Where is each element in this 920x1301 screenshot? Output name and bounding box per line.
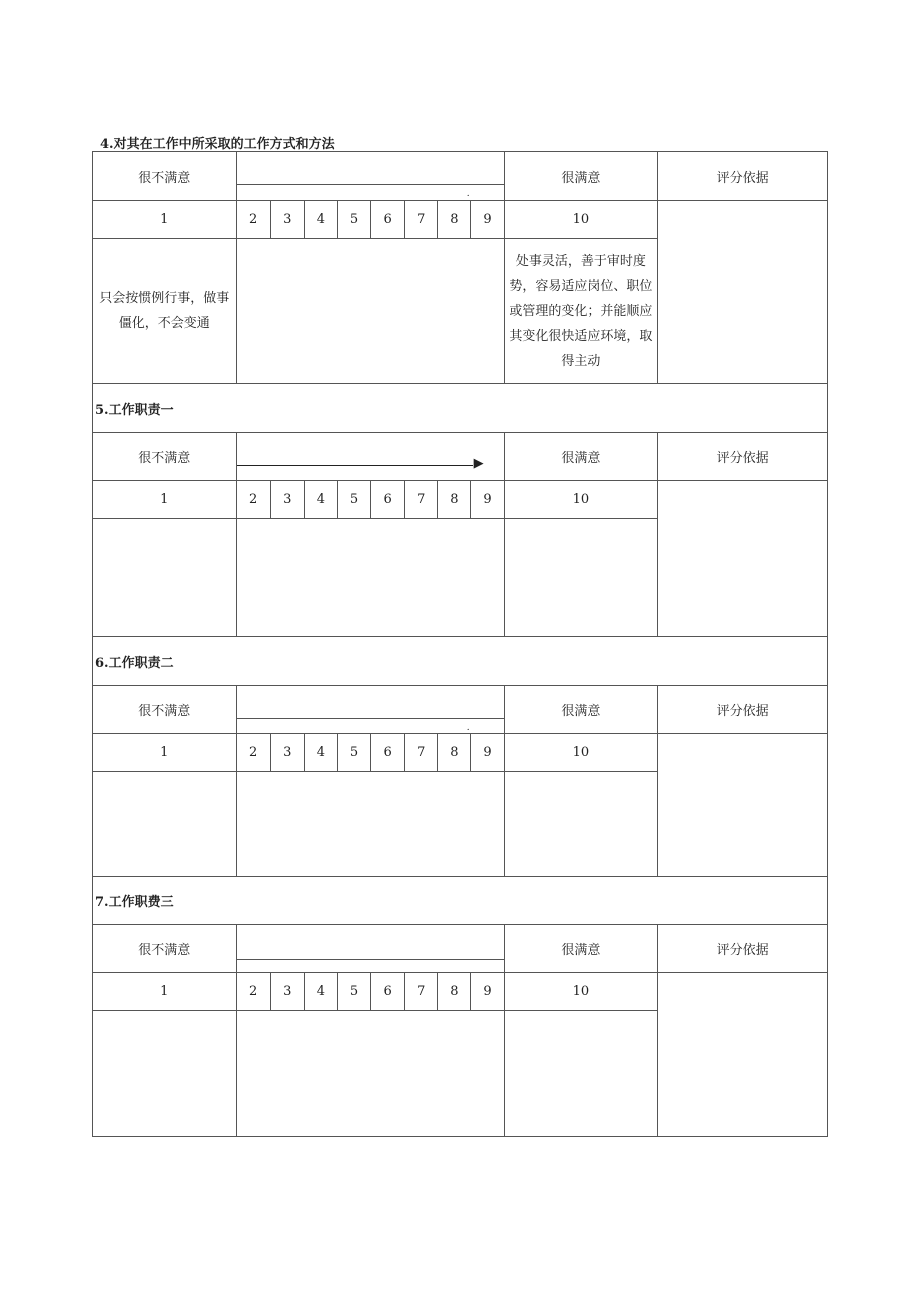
section-6-table xyxy=(92,636,828,877)
low-description[interactable] xyxy=(93,1011,237,1137)
score-3[interactable]: 3 xyxy=(270,481,304,519)
score-4[interactable]: 4 xyxy=(304,481,337,519)
score-9[interactable]: 9 xyxy=(471,734,504,772)
score-5[interactable]: 5 xyxy=(337,734,370,772)
score-4[interactable]: 4 xyxy=(304,201,337,239)
basis-label: 评分依据 xyxy=(658,686,828,734)
basis-label: 评分依据 xyxy=(658,925,828,973)
high-label: 很满意 xyxy=(504,686,658,734)
high-description: 处事灵活，善于审时度势，容易适应岗位、职位或管理的变化；并能顺应其变化很快适应环境，取得主动 xyxy=(504,239,658,384)
score-6[interactable]: 6 xyxy=(371,734,405,772)
rating-scale xyxy=(236,686,504,734)
rating-scale xyxy=(236,925,504,973)
high-description[interactable] xyxy=(504,1011,658,1137)
middle-description xyxy=(236,239,504,384)
low-label: 很不满意 xyxy=(93,433,237,481)
score-2[interactable]: 2 xyxy=(236,973,270,1011)
basis-label: 评分依据 xyxy=(658,152,828,201)
score-5[interactable]: 5 xyxy=(337,973,370,1011)
arrow-icon: ▶ xyxy=(473,456,484,471)
high-description[interactable] xyxy=(504,772,658,877)
section-4-title: 4.对其在工作中所采取的工作方式和方法 xyxy=(100,137,335,152)
high-description[interactable] xyxy=(504,519,658,637)
low-label: 很不满意 xyxy=(93,686,237,734)
high-label: 很满意 xyxy=(504,925,658,973)
basis-input[interactable] xyxy=(658,201,828,384)
section-5-title: 5.工作职责一 xyxy=(93,384,828,433)
score-2[interactable]: 2 xyxy=(236,201,270,239)
rating-scale xyxy=(236,433,504,481)
score-10[interactable]: 10 xyxy=(504,481,658,519)
section-7-title: 7.工作职费三 xyxy=(93,877,828,925)
low-label: 很不满意 xyxy=(93,152,237,201)
score-9[interactable]: 9 xyxy=(471,481,504,519)
score-4[interactable]: 4 xyxy=(304,734,337,772)
section-5-table xyxy=(92,383,828,637)
section-4-table xyxy=(92,151,828,384)
low-description[interactable] xyxy=(93,519,237,637)
score-3[interactable]: 3 xyxy=(270,734,304,772)
score-2[interactable]: 2 xyxy=(236,481,270,519)
score-1[interactable]: 1 xyxy=(93,481,237,519)
score-9[interactable]: 9 xyxy=(471,973,504,1011)
low-label: 很不满意 xyxy=(93,925,237,973)
basis-input[interactable] xyxy=(658,481,828,637)
basis-input[interactable] xyxy=(658,973,828,1137)
high-label: 很满意 xyxy=(504,152,658,201)
basis-label: 评分依据 xyxy=(658,433,828,481)
score-8[interactable]: 8 xyxy=(438,973,471,1011)
score-6[interactable]: 6 xyxy=(371,973,405,1011)
score-7[interactable]: 7 xyxy=(405,481,438,519)
rating-scale xyxy=(236,152,504,201)
score-8[interactable]: 8 xyxy=(438,734,471,772)
scale-mark: . xyxy=(466,723,470,733)
score-1[interactable]: 1 xyxy=(93,973,237,1011)
score-8[interactable]: 8 xyxy=(438,481,471,519)
score-4[interactable]: 4 xyxy=(304,973,337,1011)
low-description: 只会按惯例行事，做事僵化，不会变通 xyxy=(93,239,237,384)
score-10[interactable]: 10 xyxy=(504,973,658,1011)
basis-input[interactable] xyxy=(658,734,828,877)
score-9[interactable]: 9 xyxy=(471,201,504,239)
score-6[interactable]: 6 xyxy=(371,481,405,519)
score-5[interactable]: 5 xyxy=(337,481,370,519)
score-6[interactable]: 6 xyxy=(371,201,405,239)
score-10[interactable]: 10 xyxy=(504,734,658,772)
score-5[interactable]: 5 xyxy=(337,201,370,239)
score-7[interactable]: 7 xyxy=(405,734,438,772)
low-description[interactable] xyxy=(93,772,237,877)
score-8[interactable]: 8 xyxy=(438,201,471,239)
score-3[interactable]: 3 xyxy=(270,201,304,239)
middle-description[interactable] xyxy=(236,1011,504,1137)
score-1[interactable]: 1 xyxy=(93,734,237,772)
high-label: 很满意 xyxy=(504,433,658,481)
score-7[interactable]: 7 xyxy=(405,201,438,239)
score-2[interactable]: 2 xyxy=(236,734,270,772)
score-1[interactable]: 1 xyxy=(93,201,237,239)
middle-description[interactable] xyxy=(236,519,504,637)
score-7[interactable]: 7 xyxy=(405,973,438,1011)
score-3[interactable]: 3 xyxy=(270,973,304,1011)
section-6-title: 6.工作职责二 xyxy=(93,637,828,686)
section-7-table xyxy=(92,876,828,1137)
middle-description[interactable] xyxy=(236,772,504,877)
score-10[interactable]: 10 xyxy=(504,201,658,239)
scale-mark: . xyxy=(466,189,470,199)
